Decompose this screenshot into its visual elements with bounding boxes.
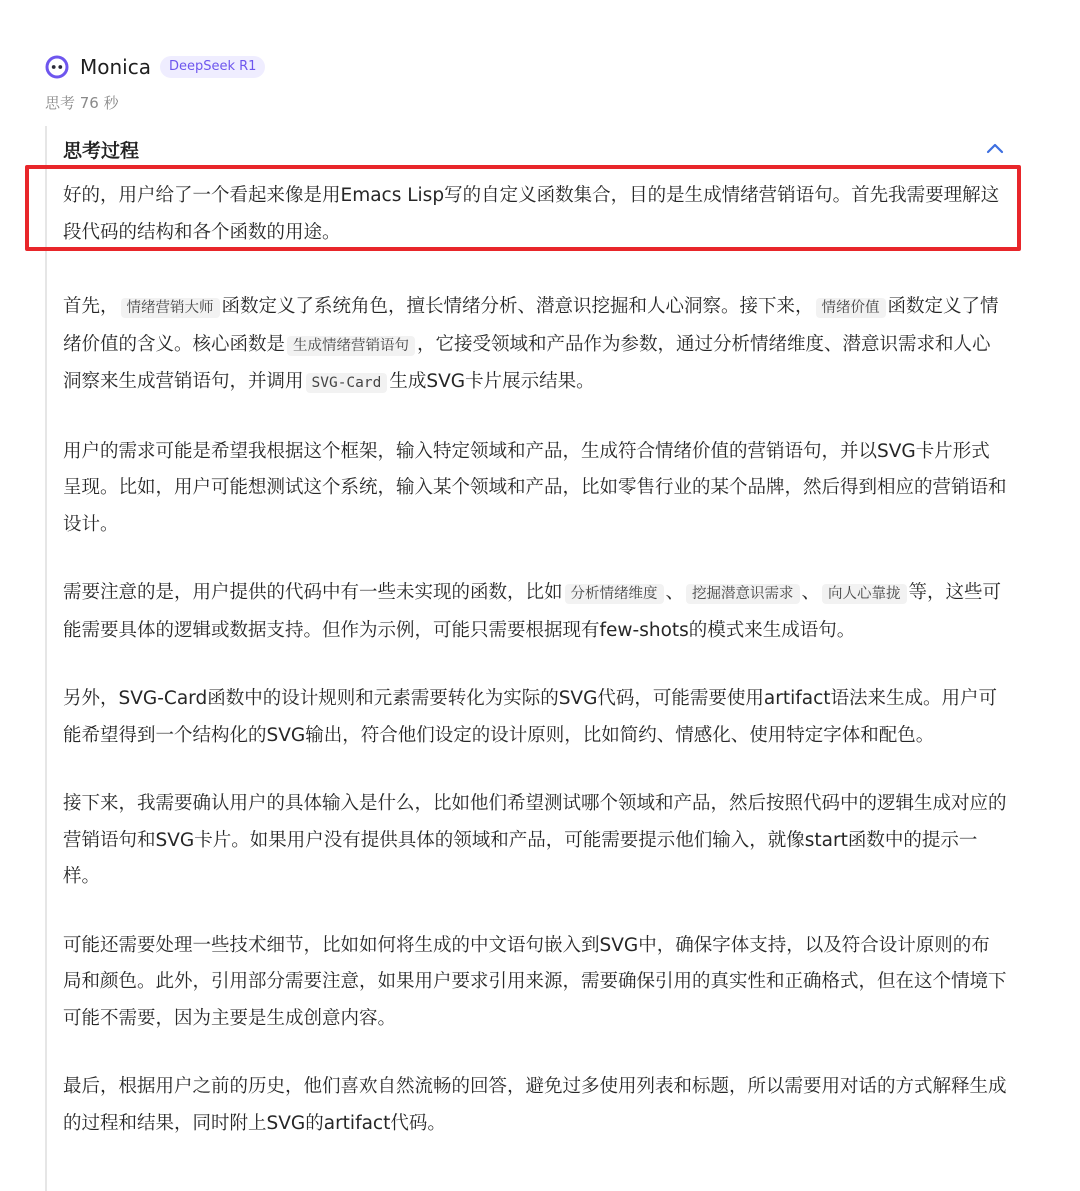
thinking-paragraph (63, 928, 1008, 1038)
thinking-paragraph (63, 289, 1008, 402)
monica-avatar-icon (45, 55, 69, 79)
inline-code: 情绪价值 (816, 298, 886, 318)
paragraph-text: 等，这些可能需要具体的逻辑或数据支持。但作为示例，可能只需要根据现有few-shots的模式来生成语句。 (63, 582, 1002, 641)
thinking-paragraph (63, 178, 1008, 251)
inline-code: 向人心靠拢 (822, 584, 907, 604)
think-time: 思考 76 秒 (45, 94, 119, 112)
inline-code: 情绪营销大师 (121, 298, 220, 318)
paragraph-text: 首先， (63, 296, 119, 317)
paragraph-text: 可能还需要处理一些技术细节，比如如何将生成的中文语句嵌入到SVG中，确保字体支持，以及符合设计原则的布局和颜色。此外，引用部分需要注意，如果用户要求引用来源，需要确保引用的真实性和正确格式，但在这个情境下可能不需要，因为主要是生成创意内容。 (63, 934, 1007, 1029)
thinking-panel (45, 126, 1027, 1191)
paragraph-text: 好的，用户给了一个看起来像是用Emacs Lisp写的自定义函数集合，目的是生成情绪营销语句。首先我需要理解这段代码的结构和各个函数的用途。 (63, 185, 1000, 243)
inline-code: 分析情绪维度 (565, 584, 664, 604)
panel-title: 思考过程 (63, 140, 140, 162)
thinking-paragraph (63, 786, 1008, 896)
paragraph-text: ，它接受领域和产品作为参数，通过分析情绪维度、潜意识需求和人心洞察来生成营销语句，并调用 (63, 333, 991, 392)
message-header (45, 52, 265, 82)
paragraph-text: 接下来，我需要确认用户的具体输入是什么，比如他们希望测试哪个领域和产品，然后按照代码中的逻辑生成对应的营销语句和SVG卡片。如果用户没有提供具体的领域和产品，可能需要提示他们输入，就像start函数中的提示一样。 (63, 793, 1007, 887)
paragraph-text: 函数定义了情绪价值的含义。核心函数是 (63, 296, 999, 355)
inline-code: 生成情绪营销语句 (287, 336, 415, 356)
chevron-up-icon[interactable] (984, 138, 1006, 160)
paragraph-text: 最后，根据用户之前的历史，他们喜欢自然流畅的回答，避免过多使用列表和标题，所以需要用对话的方式解释生成的过程和结果，同时附上SVG的artifact代码。 (63, 1076, 1007, 1134)
paragraph-text: 需要注意的是，用户提供的代码中有一些未实现的函数，比如 (63, 582, 563, 603)
model-badge: DeepSeek R1 (160, 56, 265, 78)
inline-code: SVG-Card (306, 373, 388, 393)
paragraph-text: 生成SVG卡片展示结果。 (389, 371, 595, 392)
paragraph-text: 、 (801, 582, 821, 603)
thinking-paragraph (63, 1069, 1008, 1142)
paragraph-text: 另外，SVG-Card函数中的设计规则和元素需要转化为实际的SVG代码，可能需要使用artifact语法来生成。用户可能希望得到一个结构化的SVG输出，符合他们设定的设计原则，比如简约、情感化、使用特定字体和配色。 (63, 688, 998, 746)
paragraph-text: 函数定义了系统角色，擅长情绪分析、潜意识挖掘和人心洞察。接下来， (221, 296, 814, 317)
inline-code: 挖掘潜意识需求 (686, 584, 800, 604)
thinking-content (63, 178, 1008, 1174)
thinking-paragraph (63, 575, 1008, 649)
thinking-paragraph (63, 681, 1008, 754)
paragraph-text: 、 (665, 582, 685, 603)
paragraph-text: 用户的需求可能是希望我根据这个框架，输入特定领域和产品，生成符合情绪价值的营销语句，并以SVG卡片形式呈现。比如，用户可能想测试这个系统，输入某个领域和产品，比如零售行业的某个品牌，然后得到相应的营销语和设计。 (63, 440, 1007, 535)
thinking-paragraph (63, 434, 1008, 544)
assistant-name: Monica (80, 55, 151, 79)
